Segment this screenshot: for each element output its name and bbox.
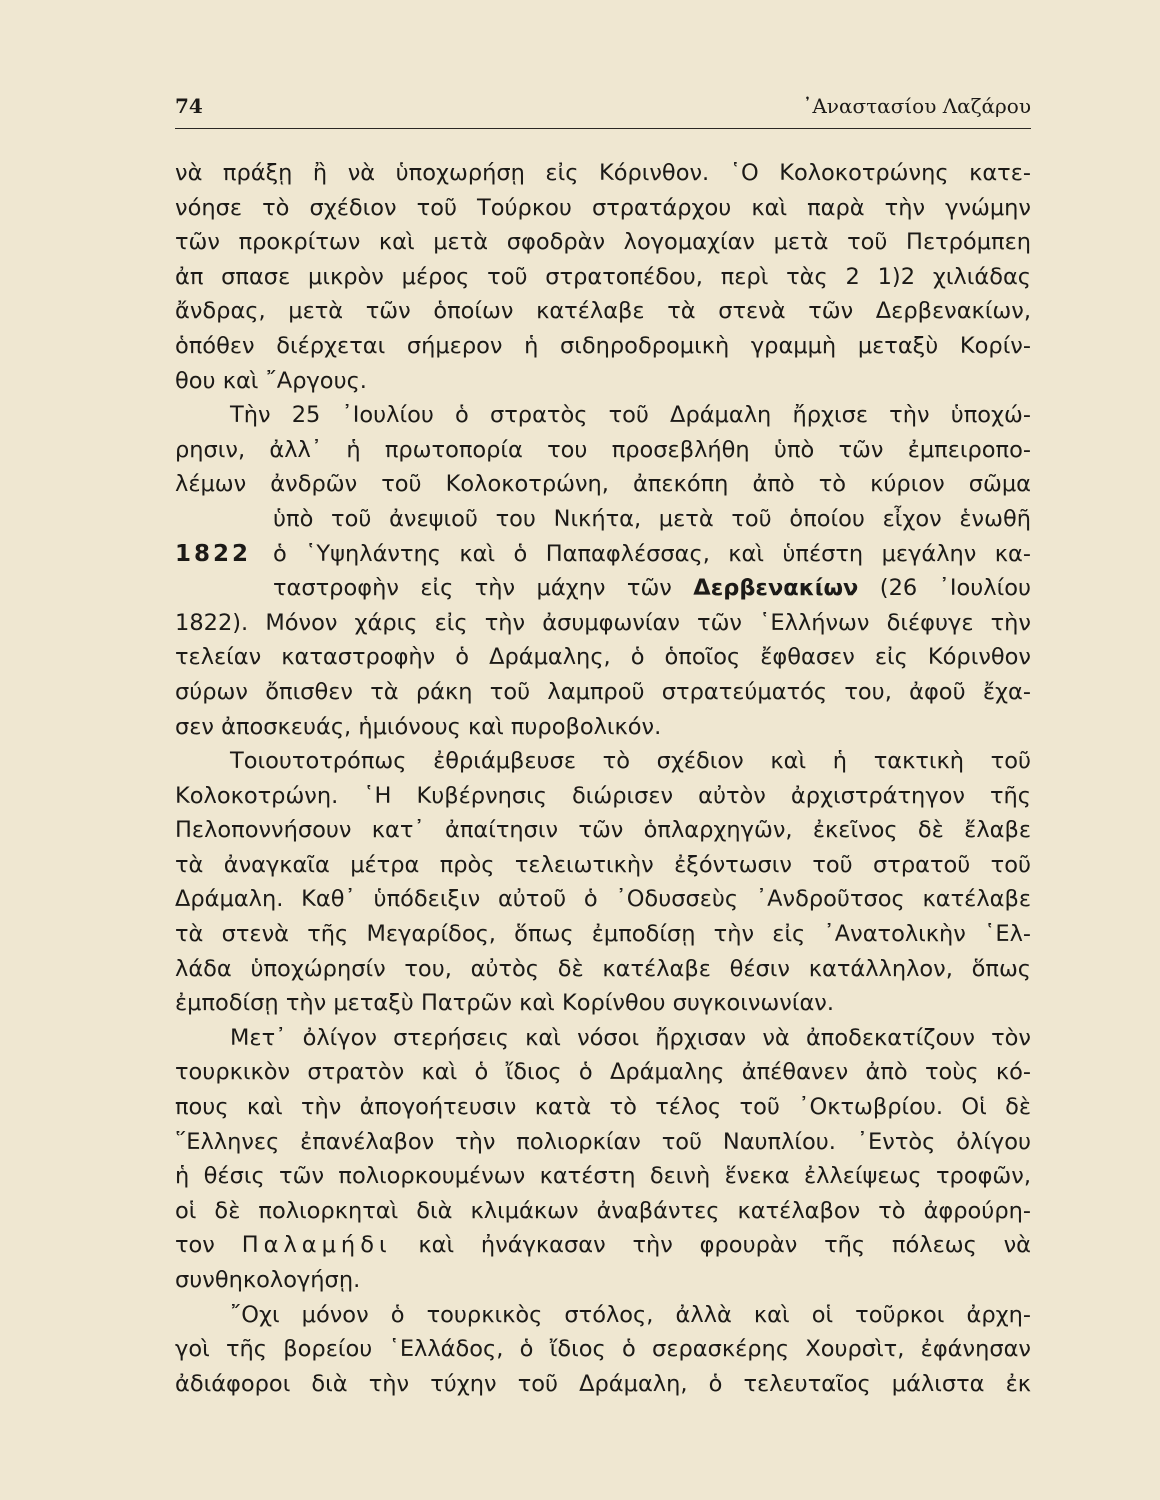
text-line: ρησιν, ἀλλ᾿ ἡ πρωτοπορία του προσεβλήθη ὑπὸ τῶν ἐμπειροπο- (175, 436, 1031, 463)
text-line: ῎Οχι μόνον ὁ τουρκικὸς στόλος, ἀλλὰ καὶ οἱ τοῦρκοι ἀρχη- (230, 1301, 1031, 1328)
text-line: ὑπὸ τοῦ ἀνεψιοῦ του Νικήτα, μετὰ τοῦ ὁποίου εἶχον ἑνωθῆ (273, 505, 1031, 532)
text-line: Κολοκοτρώνη. ῾Η Κυβέρνησις διώρισεν αὐτὸν ἀρχιστράτηγον τῆς (175, 782, 1031, 809)
text-line: τὰ ἀναγκαῖα μέτρα πρὸς τελειωτικὴν ἐξόντωσιν τοῦ στρατοῦ τοῦ (175, 851, 1031, 878)
text-fragment: (26 ᾿Ιουλίου (879, 575, 1031, 602)
text-line: οἱ δὲ πολιορκηταὶ διὰ κλιμάκων ἀναβάντες κατέλαβον τὸ ἀφρούρη- (175, 1197, 1031, 1224)
text-line: τῶν προκρίτων καὶ μετὰ σφοδρὰν λογομαχίαν μετὰ τοῦ Πετρόμπεη (175, 229, 1031, 256)
text-line: Τὴν 25 ᾿Ιουλίου ὁ στρατὸς τοῦ Δράμαλη ἤρχισε τὴν ὑποχώ- (230, 402, 1031, 429)
text-line: Δράμαλη. Καθ᾿ ὑπόδειξιν αὐτοῦ ὁ ᾿Οδυσσεὺς ᾿Ανδροῦτσος κατέλαβε (175, 886, 1031, 913)
text-line (175, 571, 1031, 606)
running-head-author: ᾿Αναστασίου Λαζάρου (802, 94, 1031, 118)
text-line: ῞Ελληνες ἐπανέλαβον τὴν πολιορκίαν τοῦ Ναυπλίου. ᾿Εντὸς ὀλίγου (175, 1128, 1031, 1155)
spaced-place-name: Παλαμήδι (241, 1232, 392, 1259)
text-line: γοὶ τῆς βορείου ῾Ελλάδος, ὁ ἴδιος ὁ σερασκέρης Χουρσὶτ, ἐφάνησαν (175, 1336, 1031, 1363)
text-line: τελείαν καταστροφὴν ὁ Δράμαλης, ὁ ὁποῖος ἔφθασεν εἰς Κόρινθον (175, 644, 1031, 671)
text-line: λέμων ἀνδρῶν τοῦ Κολοκοτρώνη, ἀπεκόπη ἀπὸ τὸ κύριον σῶμα (175, 471, 1031, 498)
text-fragment: καὶ ἠνάγκασαν τὴν φρουρὰν τῆς πόλεως νὰ (418, 1232, 1031, 1259)
text-line: ἀπ σπασε μικρὸν μέρος τοῦ στρατοπέδου, περὶ τὰς 2 1)2 χιλιάδας (175, 263, 1031, 290)
text-line: ἀδιάφοροι διὰ τὴν τύχην τοῦ Δράμαλη, ὁ τελευταῖος μάλιστα ἐκ (175, 1370, 1031, 1397)
text-line (175, 1228, 1031, 1263)
text-line: ἡ θέσις τῶν πολιορκουμένων κατέστη δεινὴ ἕνεκα ἐλλείψεως τροφῶν, (175, 1163, 1031, 1190)
text-line: τὰ στενὰ τῆς Μεγαρίδος, ὅπως ἐμποδίσῃ τὴν εἰς ᾿Ανατολικὴν ῾Ελ- (175, 921, 1031, 948)
text-line: Τοιουτοτρόπως ἐθριάμβευσε τὸ σχέδιον καὶ ἡ τακτικὴ τοῦ (230, 748, 1031, 775)
text-line: λάδα ὑποχώρησίν του, αὐτὸς δὲ κατέλαβε θέσιν κατάλληλον, ὅπως (175, 955, 1031, 982)
page-header (175, 92, 1031, 126)
text-line: Μετ᾿ ὀλίγον στερήσεις καὶ νόσοι ἤρχισαν νὰ ἀποδεκατίζουν τὸν (230, 1024, 1031, 1051)
text-line: Πελοποννήσουν κατ᾿ ἀπαίτησιν τῶν ὁπλαρχηγῶν, ἐκεῖνος δὲ ἔλαβε (175, 817, 1031, 844)
text-fragment: τον (175, 1232, 215, 1259)
text-line: ὁ ῾Υψηλάντης καὶ ὁ Παπαφλέσσας, καὶ ὑπέστη μεγάλην κα- (273, 540, 1031, 567)
text-line: νόησε τὸ σχέδιον τοῦ Τούρκου στρατάρχου καὶ παρὰ τὴν γνώμην (175, 194, 1031, 221)
page-number: 74 (175, 94, 203, 118)
text-line: πους καὶ τὴν ἀπογοήτευσιν κατὰ τὸ τέλος τοῦ ᾿Οκτωβρίου. Οἱ δὲ (175, 1094, 1031, 1121)
text-line: συνθηκολογήσῃ. (175, 1267, 361, 1293)
text-line: σύρων ὄπισθεν τὰ ράκη τοῦ λαμπροῦ στρατεύματός του, ἀφοῦ ἔχα- (175, 678, 1031, 705)
text-line: ἐμποδίσῃ τὴν μεταξὺ Πατρῶν καὶ Κορίνθου συγκοινωνίαν. (175, 990, 835, 1017)
text-line: ἄνδρας, μετὰ τῶν ὁποίων κατέλαβε τὰ στενὰ τῶν Δερβενακίων, (175, 298, 1031, 325)
text-line: ὁπόθεν διέρχεται σήμερον ἡ σιδηροδρομικὴ γραμμὴ μεταξὺ Κορίν- (175, 332, 1031, 359)
text-fragment: ταστροφὴν εἰς τὴν μάχην τῶν (273, 575, 672, 602)
body-text (175, 156, 1031, 1401)
margin-year-label: 1822 (175, 540, 252, 567)
year-row (175, 537, 1031, 572)
text-line: θου καὶ ῎Αργους. (175, 367, 367, 394)
text-line: 1822). Μόνον χάρις εἰς τὴν ἀσυμφωνίαν τῶν ῾Ελλήνων διέφυγε τὴν (175, 609, 1031, 636)
header-rule (175, 128, 1031, 129)
bold-place-name: Δερβενακίων (693, 575, 859, 602)
text-line: σεν ἀποσκευάς, ἡμιόνους καὶ πυροβολικόν. (175, 713, 662, 740)
text-line: τουρκικὸν στρατὸν καὶ ὁ ἴδιος ὁ Δράμαλης ἀπέθανεν ἀπὸ τοὺς κό- (175, 1059, 1031, 1086)
text-line: νὰ πράξῃ ἢ νὰ ὑποχωρήσῃ εἰς Κόρινθον. ῾Ο Κολοκοτρώνης κατε- (175, 160, 1031, 186)
